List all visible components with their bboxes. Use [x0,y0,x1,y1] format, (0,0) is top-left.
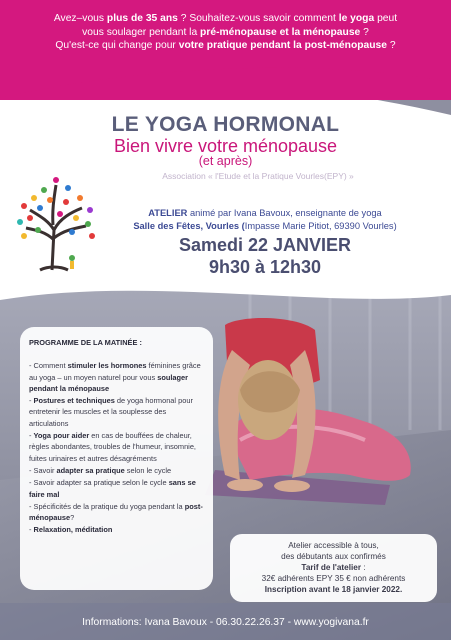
page-title: LE YOGA HORMONAL [111,113,340,136]
programme-heading: PROGRAMME DE LA MATINÉE : [29,338,142,347]
tarif-line-2: des débutants aux confirmés [281,552,386,561]
banner-line-3: Qu'est-ce qui change pour votre pratique pendant la post-ménopause ? [55,40,396,51]
programme-item-1: - Comment stimuler les hormones féminines grâce au yoga – un moyen naturel pour vous soulager pendant la ménopause [29,361,201,393]
event-date: Samedi 22 JANVIER [178,235,352,255]
programme-item-5: - Savoir adapter sa pratique selon le cycle sans se faire mal [29,478,196,499]
programme-item-7: - Relaxation, méditation [29,525,113,535]
banner-line-2: vous soulager pendant la pré-ménopause et la ménopause ? [82,26,369,38]
footer-contact: Informations: Ivana Bavoux - 06.30.22.26.37 - www.yogivana.fr [82,617,369,628]
tarif-line-3: Tarif de l'atelier : [301,563,366,572]
banner-question [10,12,441,53]
venue-line: Salle des Fêtes, Vourles (Impasse Marie Pitiot, 69390 Vourles) [133,221,397,231]
page-subtitle: Bien vivre votre ménopause [113,136,338,156]
banner-line-1: Avez–vous plus de 35 ans ? Souhaitez-vous savoir comment le yoga peut [53,13,398,24]
atelier-info [100,207,430,233]
association-name: Association « l'Etude et la Pratique Vourles(EPY) » [162,171,354,181]
tarif-line-4: 32€ adhérents EPY 35 € non adhérents [261,574,406,583]
programme-item-6: - Spécificités de la pratique du yoga pendant la post-ménopause? [29,501,203,523]
programme-item-2: - Postures et techniques de yoga hormonal pour entretenir les muscles et la souplesse des articulations [29,396,193,428]
tarif-box [230,534,437,602]
tarif-line-1: Atelier accessible à tous, [288,541,379,550]
tree-illustration [10,170,100,275]
page-subtitle-note: (et après) [198,154,253,168]
programme-item-4: - Savoir adapter sa pratique selon le cycle [29,465,172,475]
tarif-line-5: Inscription avant le 18 janvier 2022. [264,585,403,594]
event-time: 9h30 à 12h30 [208,257,322,277]
programme-box [20,327,213,590]
atelier-line: ATELIER animé par Ivana Bavoux, enseignante de yoga [148,208,382,218]
programme-item-3: - Yoga pour aider en cas de bouffées de chaleur, règles abondantes, troubles de l'humeur, insomnie, fuites urinaires et autres désagréments [29,431,196,463]
